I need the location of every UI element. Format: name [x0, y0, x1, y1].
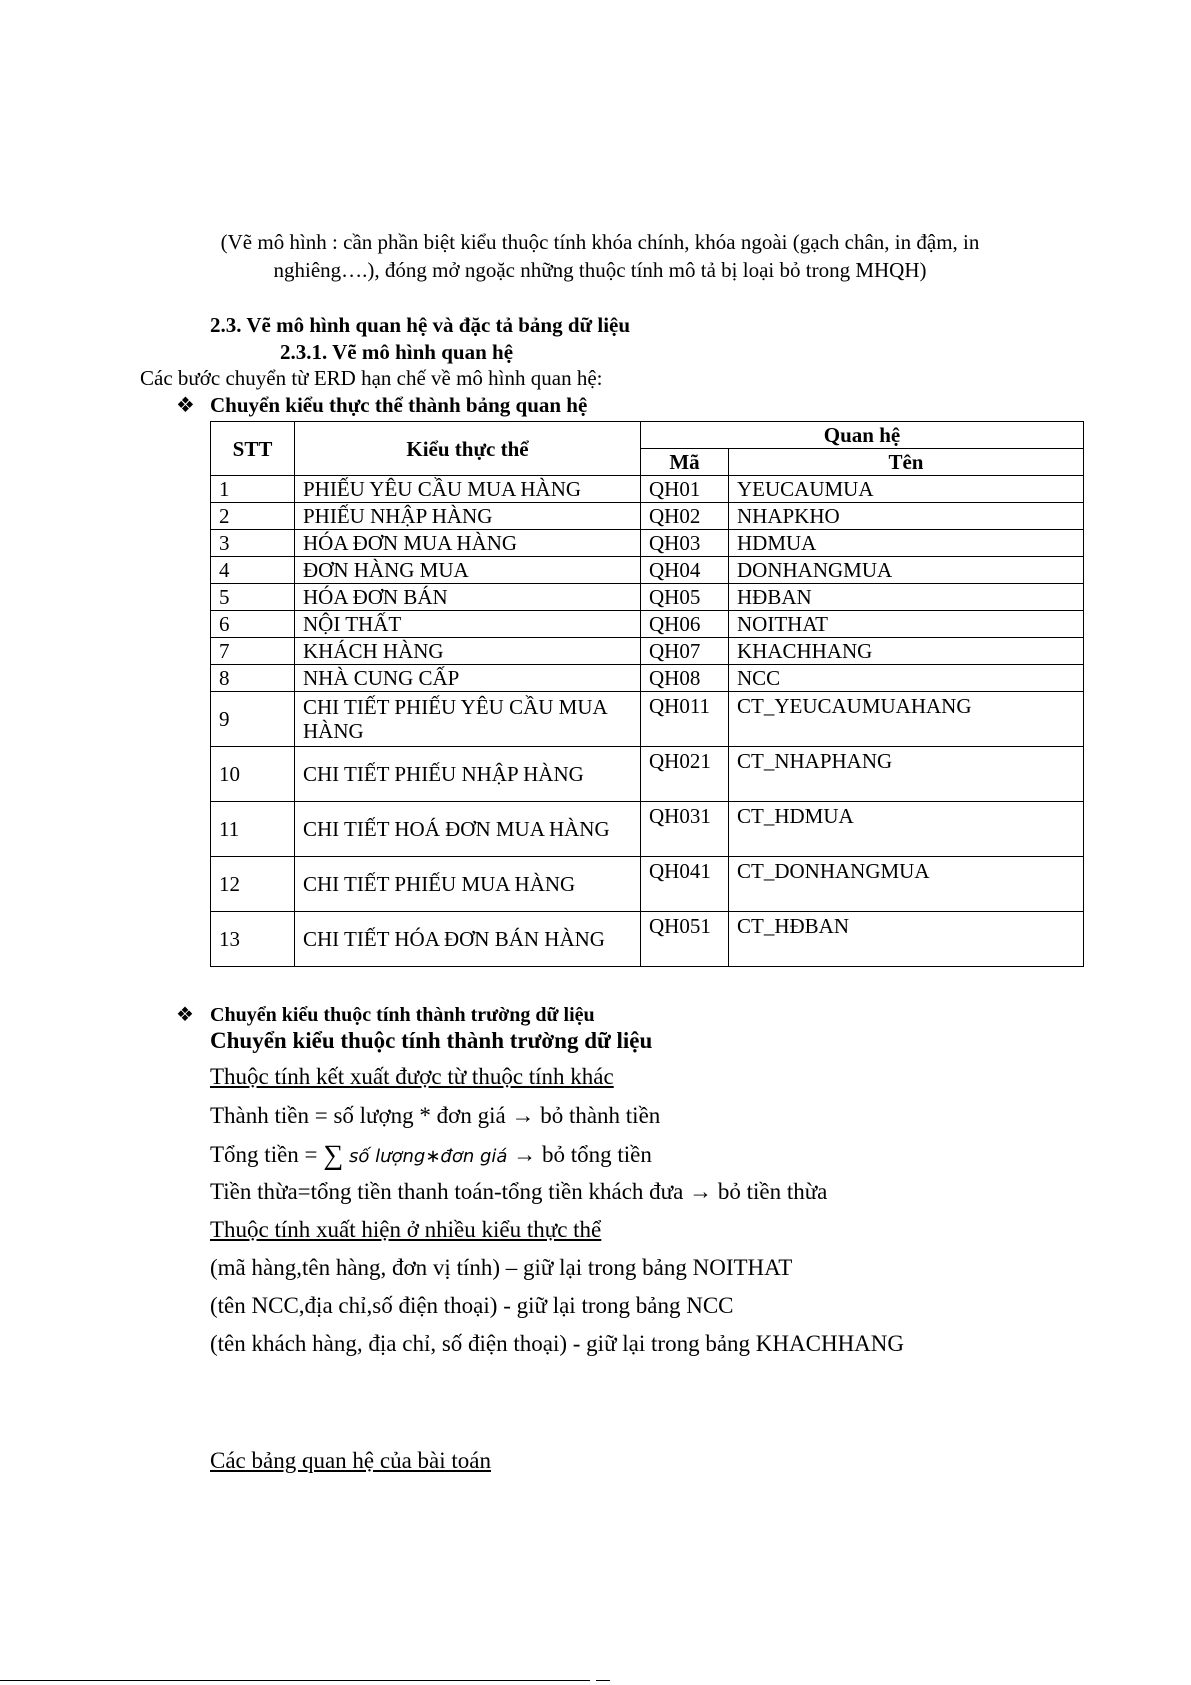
bullet-label: Chuyển kiểu thực thể thành bảng quan hệ: [210, 393, 588, 417]
cell-entity: ĐƠN HÀNG MUA: [295, 557, 641, 584]
table-row: [211, 530, 1084, 557]
table-row: [211, 912, 1084, 967]
cell-code: QH011: [641, 692, 729, 747]
cell-name: CT_NHAPHANG: [729, 747, 1084, 802]
table-row: [211, 476, 1084, 503]
diamond-bullet-icon: ❖: [176, 1004, 194, 1026]
cell-entity: CHI TIẾT PHIẾU NHẬP HÀNG: [295, 747, 641, 802]
cell-name: NOITHAT: [729, 611, 1084, 638]
attributes-title: Chuyển kiểu thuộc tính thành trường dữ liệu: [210, 1028, 653, 1053]
cell-code: QH041: [641, 857, 729, 912]
cell-name: YEUCAUMUA: [729, 476, 1084, 503]
header-code: Mã: [641, 449, 729, 476]
cell-entity: NỘI THẤT: [295, 611, 641, 638]
cell-entity: HÓA ĐƠN MUA HÀNG: [295, 530, 641, 557]
cell-stt: 5: [211, 584, 295, 611]
table-row: [211, 665, 1084, 692]
cell-entity: NHÀ CUNG CẤP: [295, 665, 641, 692]
cell-code: QH05: [641, 584, 729, 611]
instruction-note-line-2: nghiêng….), đóng mở ngoặc những thuộc tính mô tả bị loại bỏ trong MHQH): [273, 258, 927, 282]
intro-text: Các bước chuyển từ ERD hạn chế về mô hình quan hệ:: [140, 366, 603, 390]
cell-entity: PHIẾU NHẬP HÀNG: [295, 503, 641, 530]
cell-name: CT_HDMUA: [729, 802, 1084, 857]
header-entity: Kiểu thực thể: [295, 422, 641, 476]
cell-name: KHACHHANG: [729, 638, 1084, 665]
multi-entity-item: (tên NCC,địa chỉ,số điện thoại) - giữ lại trong bảng NCC: [210, 1293, 734, 1318]
cell-entity: PHIẾU YÊU CẦU MUA HÀNG: [295, 476, 641, 503]
bullet-label: Chuyển kiểu thuộc tính thành trường dữ liệu: [210, 1004, 595, 1026]
cell-stt: 12: [211, 857, 295, 912]
cell-name: CT_HĐBAN: [729, 912, 1084, 967]
section-heading: 2.3. Vẽ mô hình quan hệ và đặc tả bảng dữ liệu: [210, 313, 631, 337]
cell-stt: 8: [211, 665, 295, 692]
footer-divider-tick: [596, 1680, 610, 1681]
cell-stt: 6: [211, 611, 295, 638]
cell-stt: 13: [211, 912, 295, 967]
header-name: Tên: [729, 449, 1084, 476]
cell-code: QH031: [641, 802, 729, 857]
cell-entity: CHI TIẾT PHIẾU MUA HÀNG: [295, 857, 641, 912]
cell-code: QH08: [641, 665, 729, 692]
cell-name: DONHANGMUA: [729, 557, 1084, 584]
table-row: [211, 802, 1084, 857]
cell-stt: 9: [211, 692, 295, 747]
tong-tien-suffix: → bỏ tổng tiền: [513, 1142, 652, 1167]
cell-stt: 7: [211, 638, 295, 665]
multi-entity-item: (mã hàng,tên hàng, đơn vị tính) – giữ lại trong bảng NOITHAT: [210, 1255, 793, 1280]
cell-name: HĐBAN: [729, 584, 1084, 611]
table-row: [211, 584, 1084, 611]
bullet-attribute-to-field: [176, 1002, 595, 1027]
cell-entity: CHI TIẾT HÓA ĐƠN BÁN HÀNG: [295, 912, 641, 967]
cell-entity: CHI TIẾT PHIẾU YÊU CẦU MUA HÀNG: [295, 692, 641, 747]
cell-stt: 4: [211, 557, 295, 584]
tong-tien-prefix: Tổng tiền =: [210, 1142, 318, 1167]
table-row: [211, 747, 1084, 802]
subsection-heading: 2.3.1. Vẽ mô hình quan hệ: [280, 340, 514, 364]
instruction-note-line-1: (Vẽ mô hình : cần phần biệt kiểu thuộc tính khóa chính, khóa ngoài (gạch chân, in đậm, in: [220, 230, 980, 254]
table-row: [211, 638, 1084, 665]
cell-code: QH03: [641, 530, 729, 557]
formula-tien-thua: Tiền thừa=tổng tiền thanh toán-tổng tiền khách đưa → bỏ tiền thừa: [210, 1179, 828, 1204]
cell-entity: CHI TIẾT HOÁ ĐƠN MUA HÀNG: [295, 802, 641, 857]
formula-thanh-tien: Thành tiền = số lượng * đơn giá → bỏ thành tiền: [210, 1103, 661, 1128]
cell-code: QH04: [641, 557, 729, 584]
table-row: [211, 557, 1084, 584]
table-row: [211, 611, 1084, 638]
cell-stt: 11: [211, 802, 295, 857]
instruction-note: [150, 228, 1050, 284]
table-row: [211, 503, 1084, 530]
diamond-bullet-icon: ❖: [176, 393, 195, 417]
sum-symbol: ∑: [323, 1140, 344, 1171]
cell-name: HDMUA: [729, 530, 1084, 557]
cell-name: CT_YEUCAUMUAHANG: [729, 692, 1084, 747]
relation-table: [210, 421, 1084, 967]
cell-name: CT_DONHANGMUA: [729, 857, 1084, 912]
table-row: [211, 857, 1084, 912]
cell-code: QH06: [641, 611, 729, 638]
cell-stt: 2: [211, 503, 295, 530]
formula-tong-tien: [210, 1140, 652, 1172]
header-stt: STT: [211, 422, 295, 476]
cell-code: QH051: [641, 912, 729, 967]
multi-entity-item: (tên khách hàng, địa chỉ, số điện thoại) - giữ lại trong bảng KHACHHANG: [210, 1331, 905, 1356]
footer-divider: [0, 1680, 590, 1681]
cell-entity: HÓA ĐƠN BÁN: [295, 584, 641, 611]
cell-stt: 3: [211, 530, 295, 557]
cell-code: QH021: [641, 747, 729, 802]
cell-code: QH01: [641, 476, 729, 503]
cell-entity: KHÁCH HÀNG: [295, 638, 641, 665]
cell-name: NCC: [729, 665, 1084, 692]
cell-name: NHAPKHO: [729, 503, 1084, 530]
header-relation: Quan hệ: [641, 422, 1084, 449]
cell-stt: 10: [211, 747, 295, 802]
derived-attributes-heading: Thuộc tính kết xuất được từ thuộc tính khác: [210, 1064, 614, 1089]
cell-stt: 1: [211, 476, 295, 503]
cell-code: QH07: [641, 638, 729, 665]
bullet-entity-to-table: [176, 393, 587, 418]
multi-entity-attributes-heading: Thuộc tính xuất hiện ở nhiều kiểu thực thể: [210, 1217, 602, 1242]
cell-code: QH02: [641, 503, 729, 530]
table-row: [211, 692, 1084, 747]
tong-tien-formula: số lượng∗đơn giá: [348, 1146, 508, 1167]
relation-tables-heading: Các bảng quan hệ của bài toán: [210, 1448, 491, 1473]
